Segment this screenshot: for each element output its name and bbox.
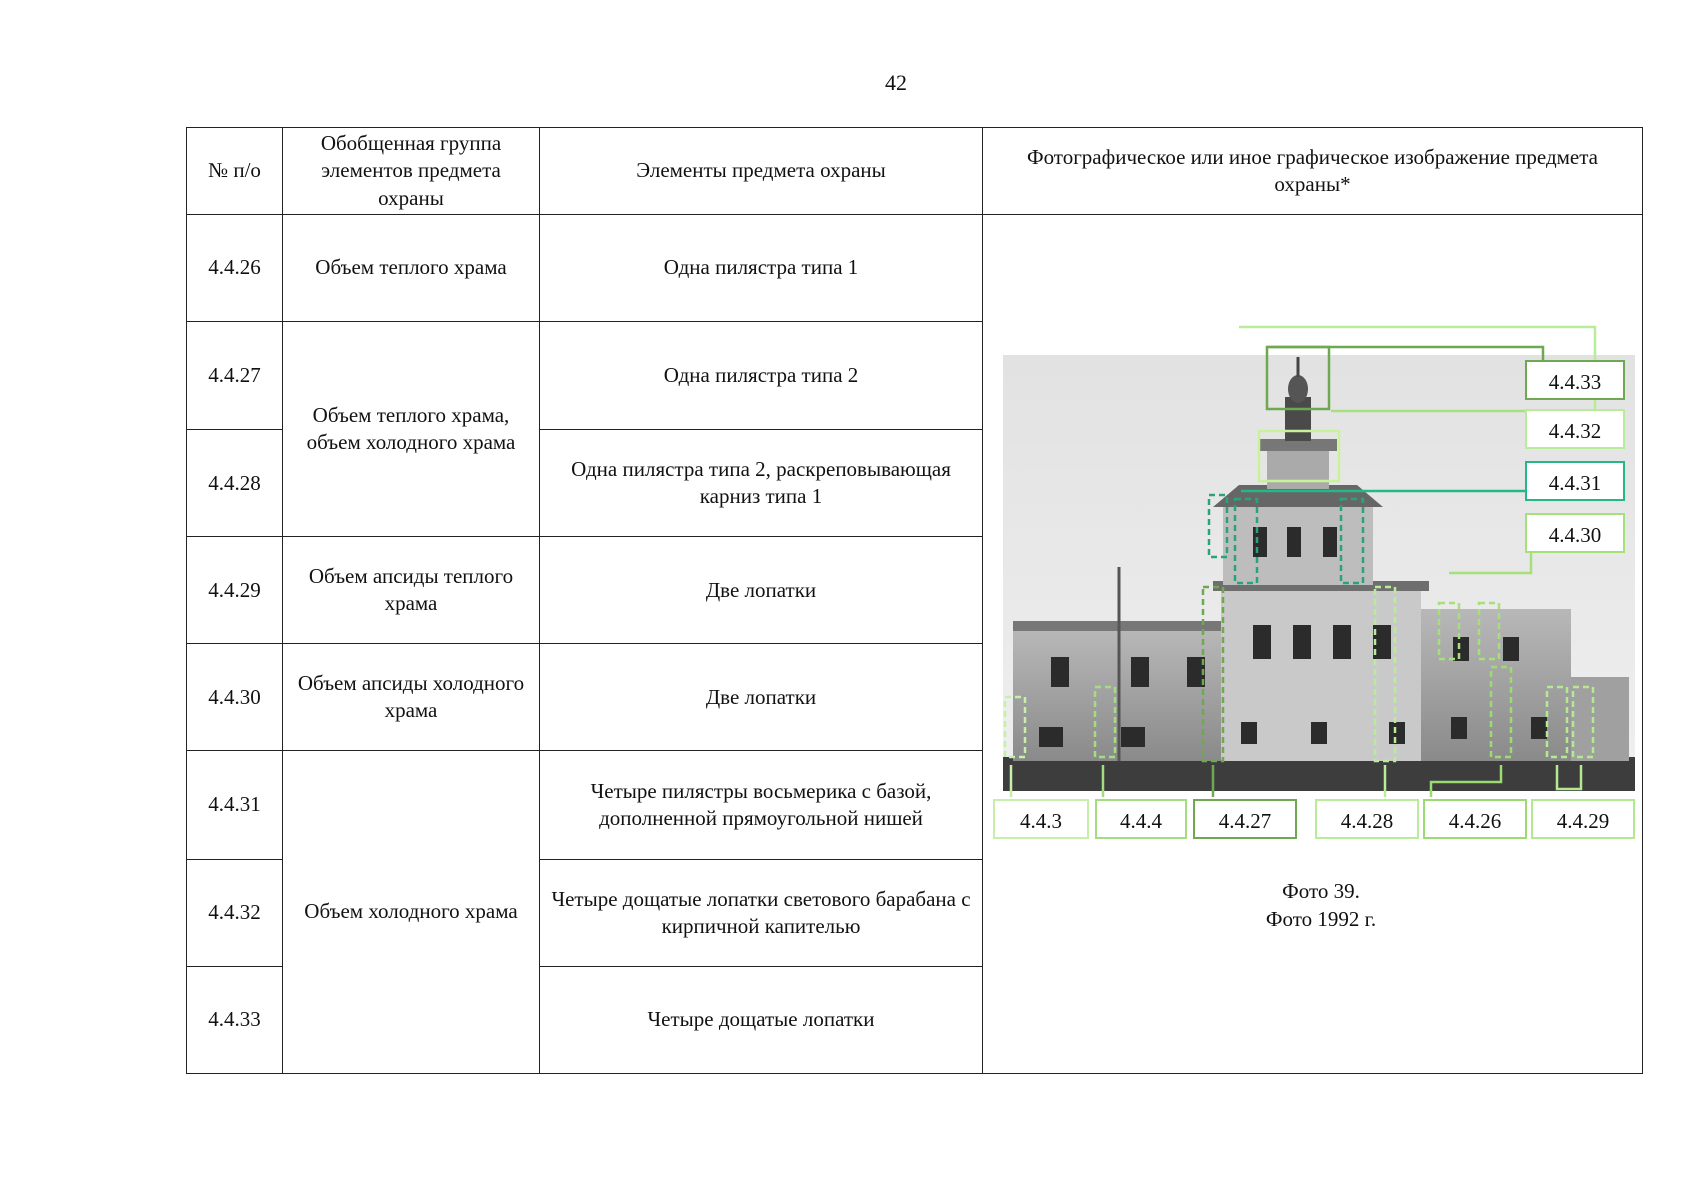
row-group: Объем теплого храма, объем холодного храма (283, 321, 540, 537)
row-group: Объем апсиды теплого храма (283, 537, 540, 644)
tag-4.4.33: 4.4.33 (1525, 360, 1625, 400)
lantern (1267, 449, 1329, 489)
caption-line-2: Фото 1992 г. (1265, 907, 1377, 932)
table-header-row (187, 128, 1643, 215)
tag-4.4.30: 4.4.30 (1525, 513, 1625, 553)
church-photo (991, 217, 1651, 1071)
row-number: 4.4.27 (187, 321, 283, 430)
row-number: 4.4.29 (187, 537, 283, 644)
row-element: Одна пилястра типа 2, раскреповывающая карниз типа 1 (540, 430, 983, 537)
row-element: Четыре пилястры восьмерика с базой, дополненной прямоугольной нишей (540, 751, 983, 860)
header-image: Фотографическое или иное графическое изображение предмета охраны* (983, 128, 1643, 215)
row-number: 4.4.28 (187, 430, 283, 537)
tag-4.4.32: 4.4.32 (1525, 409, 1625, 449)
tag-4.4.3: 4.4.3 (993, 799, 1089, 839)
tag-4.4.28: 4.4.28 (1315, 799, 1419, 839)
row-element: Две лопатки (540, 537, 983, 644)
row-element: Четыре дощатые лопатки (540, 966, 983, 1073)
header-group: Обобщенная группа элементов предмета охраны (283, 128, 540, 215)
photo-caption (991, 877, 1651, 934)
tag-4.4.4: 4.4.4 (1095, 799, 1187, 839)
page-number: 42 (885, 70, 907, 95)
row-element: Одна пилястра типа 2 (540, 321, 983, 430)
tag-4.4.29: 4.4.29 (1531, 799, 1635, 839)
photo-ground (1003, 757, 1635, 791)
right-wing (1421, 609, 1571, 761)
table-row (187, 214, 1643, 321)
row-number: 4.4.30 (187, 644, 283, 751)
row-number: 4.4.32 (187, 859, 283, 966)
caption-line-1: Фото 39. (1282, 878, 1360, 903)
protection-table (186, 127, 1643, 1074)
header-elements: Элементы предмета охраны (540, 128, 983, 215)
tag-4.4.27: 4.4.27 (1193, 799, 1297, 839)
row-number: 4.4.26 (187, 214, 283, 321)
row-group: Объем теплого храма (283, 214, 540, 321)
row-element: Четыре дощатые лопатки светового барабана с кирпичной капителью (540, 859, 983, 966)
tag-4.4.26: 4.4.26 (1423, 799, 1527, 839)
header-num: № п/о (187, 128, 283, 215)
row-element: Одна пилястра типа 1 (540, 214, 983, 321)
row-group: Объем холодного храма (283, 751, 540, 1074)
row-number: 4.4.31 (187, 751, 283, 860)
tag-4.4.31: 4.4.31 (1525, 461, 1625, 501)
row-element: Две лопатки (540, 644, 983, 751)
apse (1571, 677, 1629, 761)
cupola (1288, 375, 1308, 403)
photo-cell (983, 214, 1643, 1073)
row-group: Объем апсиды холодного храма (283, 644, 540, 751)
row-number: 4.4.33 (187, 966, 283, 1073)
